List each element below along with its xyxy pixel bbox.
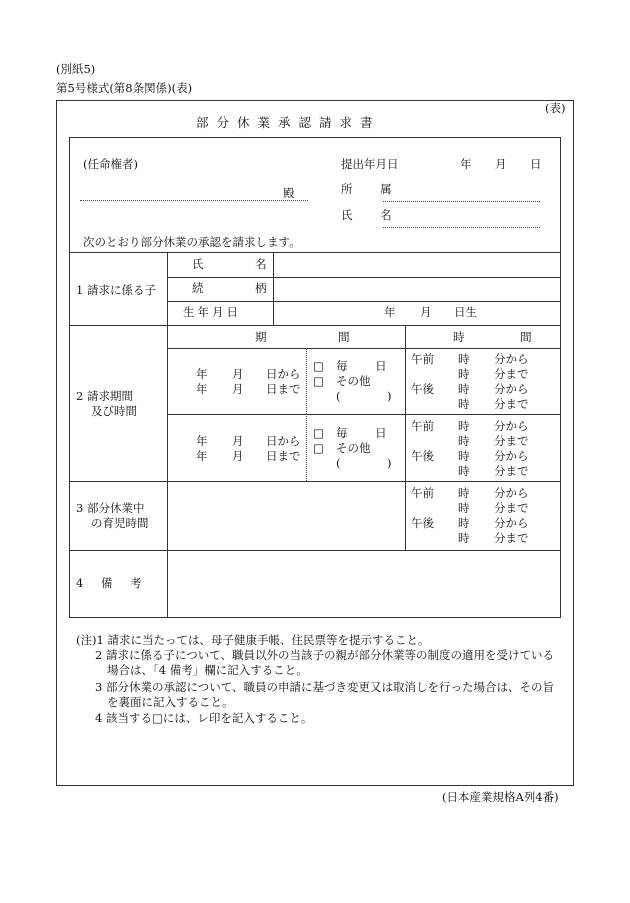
intro-text: 次のとおり部分休業の承認を請求します。 <box>83 235 301 249</box>
affiliation-label: 所 属 <box>341 182 404 196</box>
am-label: 午前 <box>411 486 434 500</box>
other-checkbox[interactable]: □ <box>313 441 324 455</box>
to-day: 日まで <box>266 449 301 463</box>
appointer-line <box>80 200 308 201</box>
time-column-divider <box>405 325 406 550</box>
min-to-label: 分まで <box>494 397 529 411</box>
from-month: 月 <box>232 434 244 448</box>
note-3: 3 部分休業の承認について、職員の申請に基づき変更又は取消しを行った場合は、その旨 <box>95 680 555 694</box>
min-from-label: 分から <box>494 486 529 500</box>
hour-label: 時 <box>458 419 470 433</box>
from-day: 日から <box>266 367 301 381</box>
pm-label: 午後 <box>411 516 434 530</box>
paren-open: ( <box>336 389 341 403</box>
min-to-label: 分まで <box>494 531 529 545</box>
paren-close: ) <box>387 456 392 470</box>
min-from-label: 分から <box>494 449 529 463</box>
note-3-cont: を裏面に記入すること。 <box>107 695 234 709</box>
paren-close: ) <box>387 389 392 403</box>
section1-label: 1 請求に係る子 <box>76 283 156 297</box>
hour-label: 時 <box>458 352 470 366</box>
hour-label: 時 <box>458 464 470 478</box>
from-month: 月 <box>232 367 244 381</box>
daily-option: 毎 日 <box>336 426 399 440</box>
date-month: 月 <box>495 157 507 171</box>
date-label: 提出年月日 <box>341 157 399 171</box>
min-from-label: 分から <box>494 382 529 396</box>
to-year: 年 <box>196 382 208 396</box>
hour-label: 時 <box>458 531 470 545</box>
min-to-label: 分まで <box>494 367 529 381</box>
date-day: 日 <box>530 157 542 171</box>
section2-label-line1: 2 請求期間 <box>76 389 133 403</box>
time-header: 時 間 <box>453 330 558 344</box>
affiliation-line <box>383 201 540 202</box>
child-relation-label: 続 柄 <box>192 281 291 295</box>
hour-label: 時 <box>458 367 470 381</box>
face-mark: (表) <box>545 101 566 115</box>
to-month: 月 <box>232 382 244 396</box>
min-from-label: 分から <box>494 516 529 530</box>
hour-label: 時 <box>458 382 470 396</box>
hour-label: 時 <box>458 397 470 411</box>
period-dotted-divider <box>306 348 307 414</box>
birth-day: 日生 <box>454 305 477 319</box>
min-to-label: 分まで <box>494 501 529 515</box>
to-month: 月 <box>232 449 244 463</box>
note-1: (注)1 請求に当たっては、母子健康手帳、住民票等を提示すること。 <box>76 633 430 647</box>
pm-label: 午後 <box>411 382 434 396</box>
section4-label: 4 備 考 <box>76 576 149 590</box>
form-title: 部分休業承認請求書 <box>196 115 381 130</box>
min-to-label: 分まで <box>494 464 529 478</box>
name-line <box>383 227 540 228</box>
min-from-label: 分から <box>494 352 529 366</box>
honorific: 殿 <box>283 186 295 200</box>
other-option: その他 <box>336 441 371 455</box>
divider <box>69 325 561 326</box>
birth-month: 月 <box>420 305 432 319</box>
name-label: 氏 名 <box>341 208 404 222</box>
hour-label: 時 <box>458 449 470 463</box>
daily-checkbox[interactable]: □ <box>313 359 324 373</box>
divider <box>167 414 561 415</box>
from-year: 年 <box>196 367 208 381</box>
note-2-cont: 場合は、「4 備考」欄に記入すること。 <box>107 663 308 677</box>
child-birth-label: 生年月日 <box>183 305 241 319</box>
from-day: 日から <box>266 434 301 448</box>
section3-label-line2: の育児時間 <box>91 516 149 530</box>
other-option: その他 <box>336 374 371 388</box>
child-name-label: 氏 名 <box>192 257 291 271</box>
appointer-label: (任命権者) <box>83 157 138 171</box>
divider <box>69 252 561 253</box>
date-year: 年 <box>460 157 472 171</box>
hour-label: 時 <box>458 501 470 515</box>
am-label: 午前 <box>411 419 434 433</box>
other-checkbox[interactable]: □ <box>313 374 324 388</box>
divider <box>69 550 561 551</box>
section2-label-line2: 及び時間 <box>91 404 137 418</box>
pm-label: 午後 <box>411 449 434 463</box>
hour-label: 時 <box>458 434 470 448</box>
divider <box>167 277 561 278</box>
paper-size-footer: (日本産業規格A列4番) <box>442 790 559 804</box>
min-to-label: 分まで <box>494 434 529 448</box>
birth-year: 年 <box>384 305 396 319</box>
am-label: 午前 <box>411 352 434 366</box>
from-year: 年 <box>196 434 208 448</box>
hour-label: 時 <box>458 486 470 500</box>
paren-open: ( <box>336 456 341 470</box>
divider <box>69 481 561 482</box>
label-column-divider <box>167 252 168 618</box>
section3-label-line1: 3 部分休業中 <box>76 501 145 515</box>
divider <box>167 301 561 302</box>
divider <box>167 348 561 349</box>
daily-checkbox[interactable]: □ <box>313 426 324 440</box>
daily-option: 毎 日 <box>336 359 399 373</box>
form-number-label: 第5号様式(第8条関係)(表) <box>56 81 193 95</box>
hour-label: 時 <box>458 516 470 530</box>
to-day: 日まで <box>266 382 301 396</box>
annex-label: (別紙5) <box>56 62 96 76</box>
note-2: 2 請求に係る子について、職員以外の当該子の親が部分休業等の制度の適用を受けている <box>95 648 555 662</box>
min-from-label: 分から <box>494 419 529 433</box>
note-4: 4 該当する□には、レ印を記入すること。 <box>95 711 313 725</box>
to-year: 年 <box>196 449 208 463</box>
period-header: 期 間 <box>255 330 384 344</box>
period-dotted-divider <box>306 414 307 481</box>
